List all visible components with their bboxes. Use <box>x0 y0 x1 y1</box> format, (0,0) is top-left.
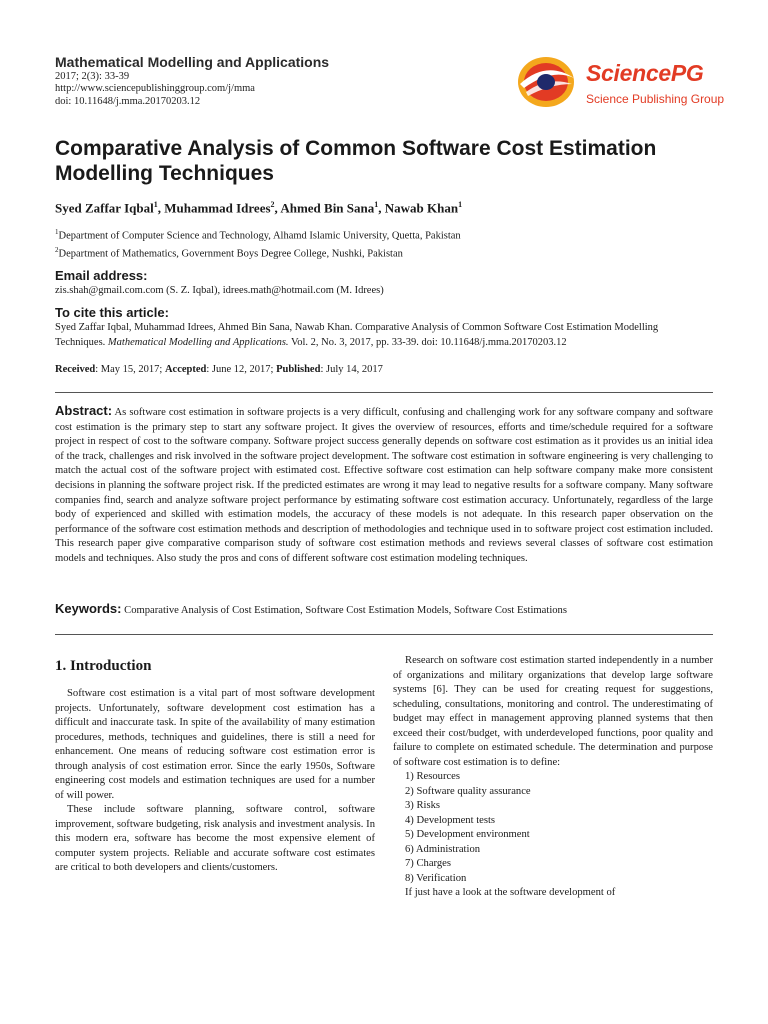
received-date: : May 15, 2017; <box>95 364 165 375</box>
list-item: 5) Development environment <box>405 829 530 840</box>
affiliation-mark: 1 <box>55 228 59 236</box>
paragraph: These include software planning, software control, software improvement, software budgeting, risk analysis and investment analysis. In this modern era, software has become the most expensive element of computer system projects. Reliable and accurate software cost estimates are critical to both developers and clients/customers. <box>55 804 375 873</box>
list-item: 2) Software quality assurance <box>405 785 531 797</box>
author-name: Nawab Khan <box>384 200 459 216</box>
author-affiliation-mark: 1 <box>374 200 379 209</box>
abstract-text: As software cost estimation in software projects is a very difficult, confusing and challenging work for any software company and software cost estimation is the primary step to start any software project. It gives the overview of resources, efforts and time/schedule required for a software project in respect of cost to the software company. Software project success generally depends on software cost estimation as it provides us an initial idea of the track, challenges and risk involved in the software project development. The software cost estimation in software engineering is very challenging to match the actual cost of the software project with estimated cost. Effective software cost estimation can help software company make more consistent decisions in planning the software project risk. If the predicted estimates are wrong it may lead to negative results for a software company. Many software companies find, search and analyze software project performance by estimating software cost estimation accuracy. Unfortunately, regardless of the large body of experienced and skilled with estimation models, the accuracy of these models is not adequate. In this research paper observation on the performance of the software cost estimation methods and description of methodologies and technique used in to software project cost estimation included. This research paper give comparative comparison study of software cost estimation methods and reviews several classes of software cost estimation models and techniques. Also study the pros and cons of different software cost estimation modeling techniques. <box>55 407 713 564</box>
divider <box>55 392 713 393</box>
email-text: zis.shah@gmail.com.com (S. Z. Iqbal), idrees.math@hotmail.com (M. Idrees) <box>55 285 384 296</box>
paragraph: If just have a look at the software development of <box>405 887 616 898</box>
left-column <box>55 687 375 876</box>
keywords <box>55 601 713 616</box>
author-name: Ahmed Bin Sana <box>280 200 375 216</box>
received-label: Received <box>55 364 96 375</box>
list-item: 8) Verification <box>405 872 467 884</box>
author-list: Syed Zaffar Iqbal$^1$, Muhammad Idrees$^2$, Ahmed Bin Sana$^1$, Nawab Khan$^1$ <box>55 200 463 216</box>
author-name: Muhammad Idrees <box>164 200 271 216</box>
cite-journal: Mathematical Modelling and Applications. <box>107 337 289 348</box>
logo-name: SciencePG <box>586 60 704 86</box>
author-affiliation-mark: 2 <box>270 200 275 209</box>
affiliation-mark: 2 <box>55 246 59 254</box>
affiliation <box>55 228 461 242</box>
accepted-date: : June 12, 2017; <box>206 364 277 375</box>
keywords-label: Keywords: <box>55 601 122 616</box>
sciencepg-logo-icon <box>512 54 584 110</box>
list-item: 4) Development tests <box>405 814 496 826</box>
section-heading: 1. Introduction <box>55 658 152 674</box>
paragraph: Software cost estimation is a vital part of most software development projects. Unfortunately, software development cost estimation has a difficult and inaccurate task. In spite of the availability of many estimation procedures, methods, techniques and guidelines, there is still a need for enhancement. One means of reducing software cost estimation error is through analysis of cost estimation error. Since the early 1950s, Software engineering cost models and estimation techniques are used for a number of will power. <box>55 688 375 801</box>
list-item: 6) Administration <box>405 843 481 855</box>
journal-url[interactable]: http://www.sciencepublishinggroup.com/j/mma <box>55 83 255 94</box>
published-date: : July 14, 2017 <box>320 364 383 375</box>
right-column <box>393 654 713 901</box>
cite-text <box>55 320 705 350</box>
affiliation <box>55 246 403 260</box>
author-name: Syed Zaffar Iqbal <box>55 200 154 216</box>
affiliation-text: Department of Mathematics, Government Boys Degree College, Nushki, Pakistan <box>58 248 403 260</box>
email-heading: Email address: <box>55 268 148 283</box>
cite-heading: To cite this article: <box>55 305 169 320</box>
list <box>393 770 713 886</box>
journal-issue: 2017; 2(3): 33-39 <box>55 71 130 82</box>
cite-plain: Syed Zaffar Iqbal, Muhammad Idrees, Ahmed Bin Sana, Nawab Khan. Comparative Analysis of Common Software Cost Estimation Modelling Techniques. <box>55 322 659 348</box>
cite-tail: Vol. 2, No. 3, 2017, pp. 33-39. doi: 10.11648/j.mma.20170203.12 <box>290 337 567 348</box>
journal-doi: doi: 10.11648/j.mma.20170203.12 <box>55 96 201 107</box>
author-affiliation-mark: 1 <box>153 200 158 209</box>
accepted-label: Accepted <box>164 364 207 375</box>
publication-dates <box>55 362 695 377</box>
list-item: 7) Charges <box>405 858 451 869</box>
abstract <box>55 404 713 567</box>
list-item: 3) Risks <box>405 800 441 811</box>
list-item: 1) Resources <box>405 771 461 782</box>
published-label: Published <box>276 364 321 375</box>
keywords-text: Comparative Analysis of Cost Estimation, Software Cost Estimation Models, Software Cost Estimations <box>124 605 567 616</box>
affiliation-text: Department of Computer Science and Technology, Alhamd Islamic University, Quetta, Pakistan <box>58 230 461 242</box>
journal-name: Mathematical Modelling and Applications <box>55 54 330 70</box>
logo-tagline: Science Publishing Group <box>586 92 725 106</box>
divider <box>55 634 713 635</box>
abstract-label: Abstract: <box>55 403 113 418</box>
paper-title: Comparative Analysis of Common Software Cost Estimation Modelling Techniques <box>55 137 657 185</box>
paragraph: Research on software cost estimation started independently in a number of organizations and military organizations that develop large software systems [6]. They can be used for creating request for suggestions, scheduling, consultations, monitoring and control. The underestimating of budget may effect in management approving planned systems that then exceed their cost/budget, with underdeveloped functions, poor quality and failure to complete on estimated schedule. The determination and purpose of software cost estimation is to define: <box>393 655 713 768</box>
author-affiliation-mark: 1 <box>458 200 463 209</box>
